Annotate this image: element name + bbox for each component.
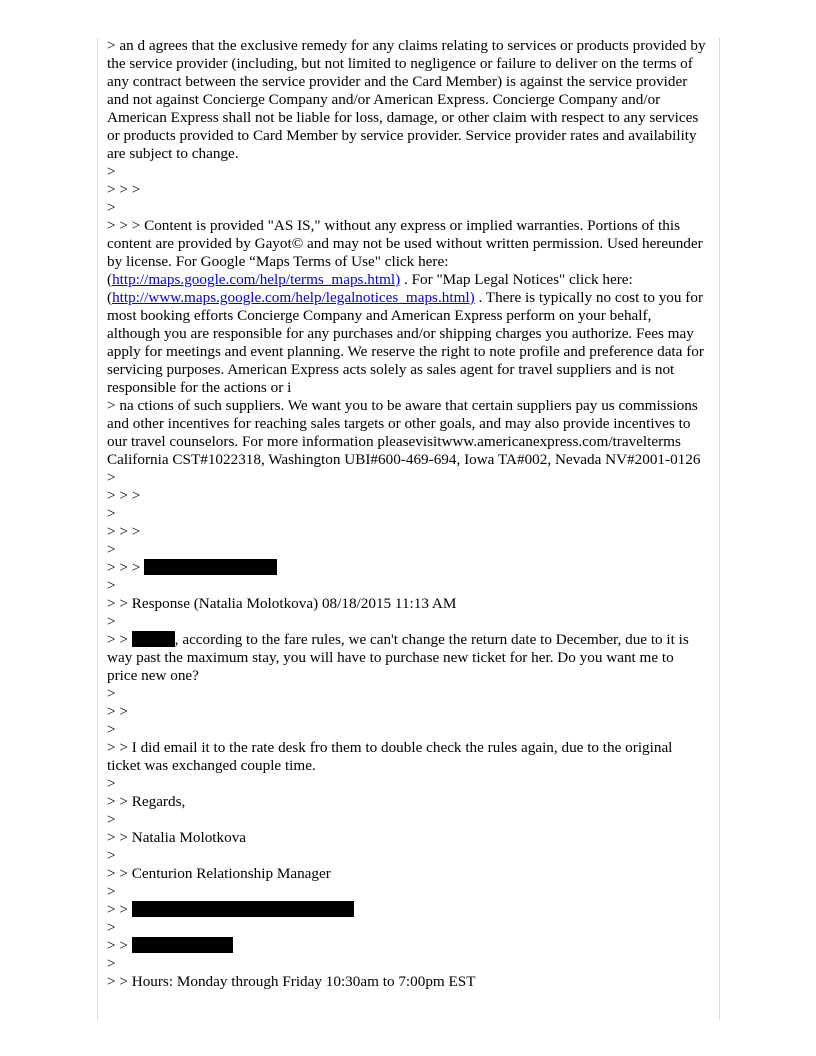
- quote-line: >: [107, 541, 116, 558]
- quote-line: >: [107, 577, 116, 594]
- hours-line: > > Hours: Monday through Friday 10:30am to 7:00pm EST: [107, 973, 476, 990]
- quote-line: >: [107, 955, 116, 972]
- quote-prefix: > >: [107, 631, 132, 648]
- quote-line: >: [107, 613, 116, 630]
- fare-rules-paragraph: [107, 631, 707, 685]
- quote-line: >: [107, 775, 116, 792]
- quote-line: >: [107, 505, 116, 522]
- quote-prefix: > >: [107, 937, 132, 954]
- quote-line: > > >: [107, 181, 141, 198]
- signature-name: > > Natalia Molotkova: [107, 829, 247, 846]
- quote-line: > > >: [107, 523, 141, 540]
- quote-line: >: [107, 685, 116, 702]
- redaction-bar: [132, 631, 175, 647]
- redaction-bar: [132, 901, 354, 917]
- quote-prefix: > >: [107, 901, 132, 918]
- signature-title: > > Centurion Relationship Manager: [107, 865, 331, 882]
- quote-line: > >: [107, 703, 128, 720]
- redacted-line: [107, 559, 707, 577]
- response-header: > > Response (Natalia Molotkova) 08/18/2015 11:13 AM: [107, 595, 457, 612]
- disclaimer-text: > > > Content is provided "AS IS," without any express or implied warranties. Portions of this content are provided by Gayot© and may not be used without written permission. Used hereunder by license. For Google “Maps Terms of Use" click here: (: [107, 217, 703, 288]
- quote-line: >: [107, 469, 116, 486]
- disclaimer-text: . There is typically no cost to you for most booking efforts Concierge Company and American Express perform on your behalf, although you are responsible for any purchases and/or shipping charges you authorize. Fees may apply for meetings and event planning. We reserve the right to note profile and preference data for servicing purposes. American Express acts solely as sales agent for travel suppliers and is not responsible for the actions or i: [107, 289, 704, 396]
- redaction-bar: [132, 937, 233, 953]
- disclaimer-paragraph-1: > an d agrees that the exclusive remedy for any claims relating to services or products provided by the service provider (including, but not limited to negligence or failure to deliver on the terms of any contract between the service provider and the Card Member) is against the service provider and not against Concierge Company and/or American Express. Concierge Company and/or American Express shall not be liable for loss, damage, or other claim with respect to any services or products provided to Card Member by service provider. Service provider rates and availability are subject to change.: [107, 37, 706, 162]
- quote-line: >: [107, 811, 116, 828]
- redacted-line: [107, 901, 707, 919]
- quote-line: >: [107, 883, 116, 900]
- disclaimer-text: . For "Map Legal Notices" click here: (: [107, 271, 633, 306]
- quote-line: >: [107, 721, 116, 738]
- maps-legal-link[interactable]: http://www.maps.google.com/help/legalnotices_maps.html): [112, 289, 475, 306]
- quote-line: >: [107, 163, 116, 180]
- email-body: [107, 37, 707, 991]
- regards-line: > > Regards,: [107, 793, 186, 810]
- quote-line: >: [107, 847, 116, 864]
- quote-line: >: [107, 919, 116, 936]
- quote-line: >: [107, 199, 116, 216]
- disclaimer-paragraph-3: > na ctions of such suppliers. We want you to be aware that certain suppliers pay us commissions and other incentives for reaching sales targets or other goals, and may also provide incentives to our travel counselors. For more information pleasevisitwww.americanexpress.com/travelterms California CST#1022318, Washington UBI#600-469-694, Iowa TA#002, Nevada NV#2001-0126: [107, 397, 701, 468]
- fare-rules-text: , according to the fare rules, we can't change the return date to December, due to it is way past the maximum stay, you will have to purchase new ticket for her. Do you want me to price new one?: [107, 631, 689, 684]
- quote-prefix: > > >: [107, 559, 145, 576]
- redacted-line: [107, 937, 707, 955]
- maps-terms-link[interactable]: http://maps.google.com/help/terms_maps.html): [112, 271, 401, 288]
- rate-desk-paragraph: > > I did email it to the rate desk fro them to double check the rules again, due to the original ticket was exchanged couple time.: [107, 739, 673, 774]
- quote-line: > > >: [107, 487, 141, 504]
- disclaimer-paragraph-2: [107, 217, 707, 397]
- redaction-bar: [144, 559, 277, 575]
